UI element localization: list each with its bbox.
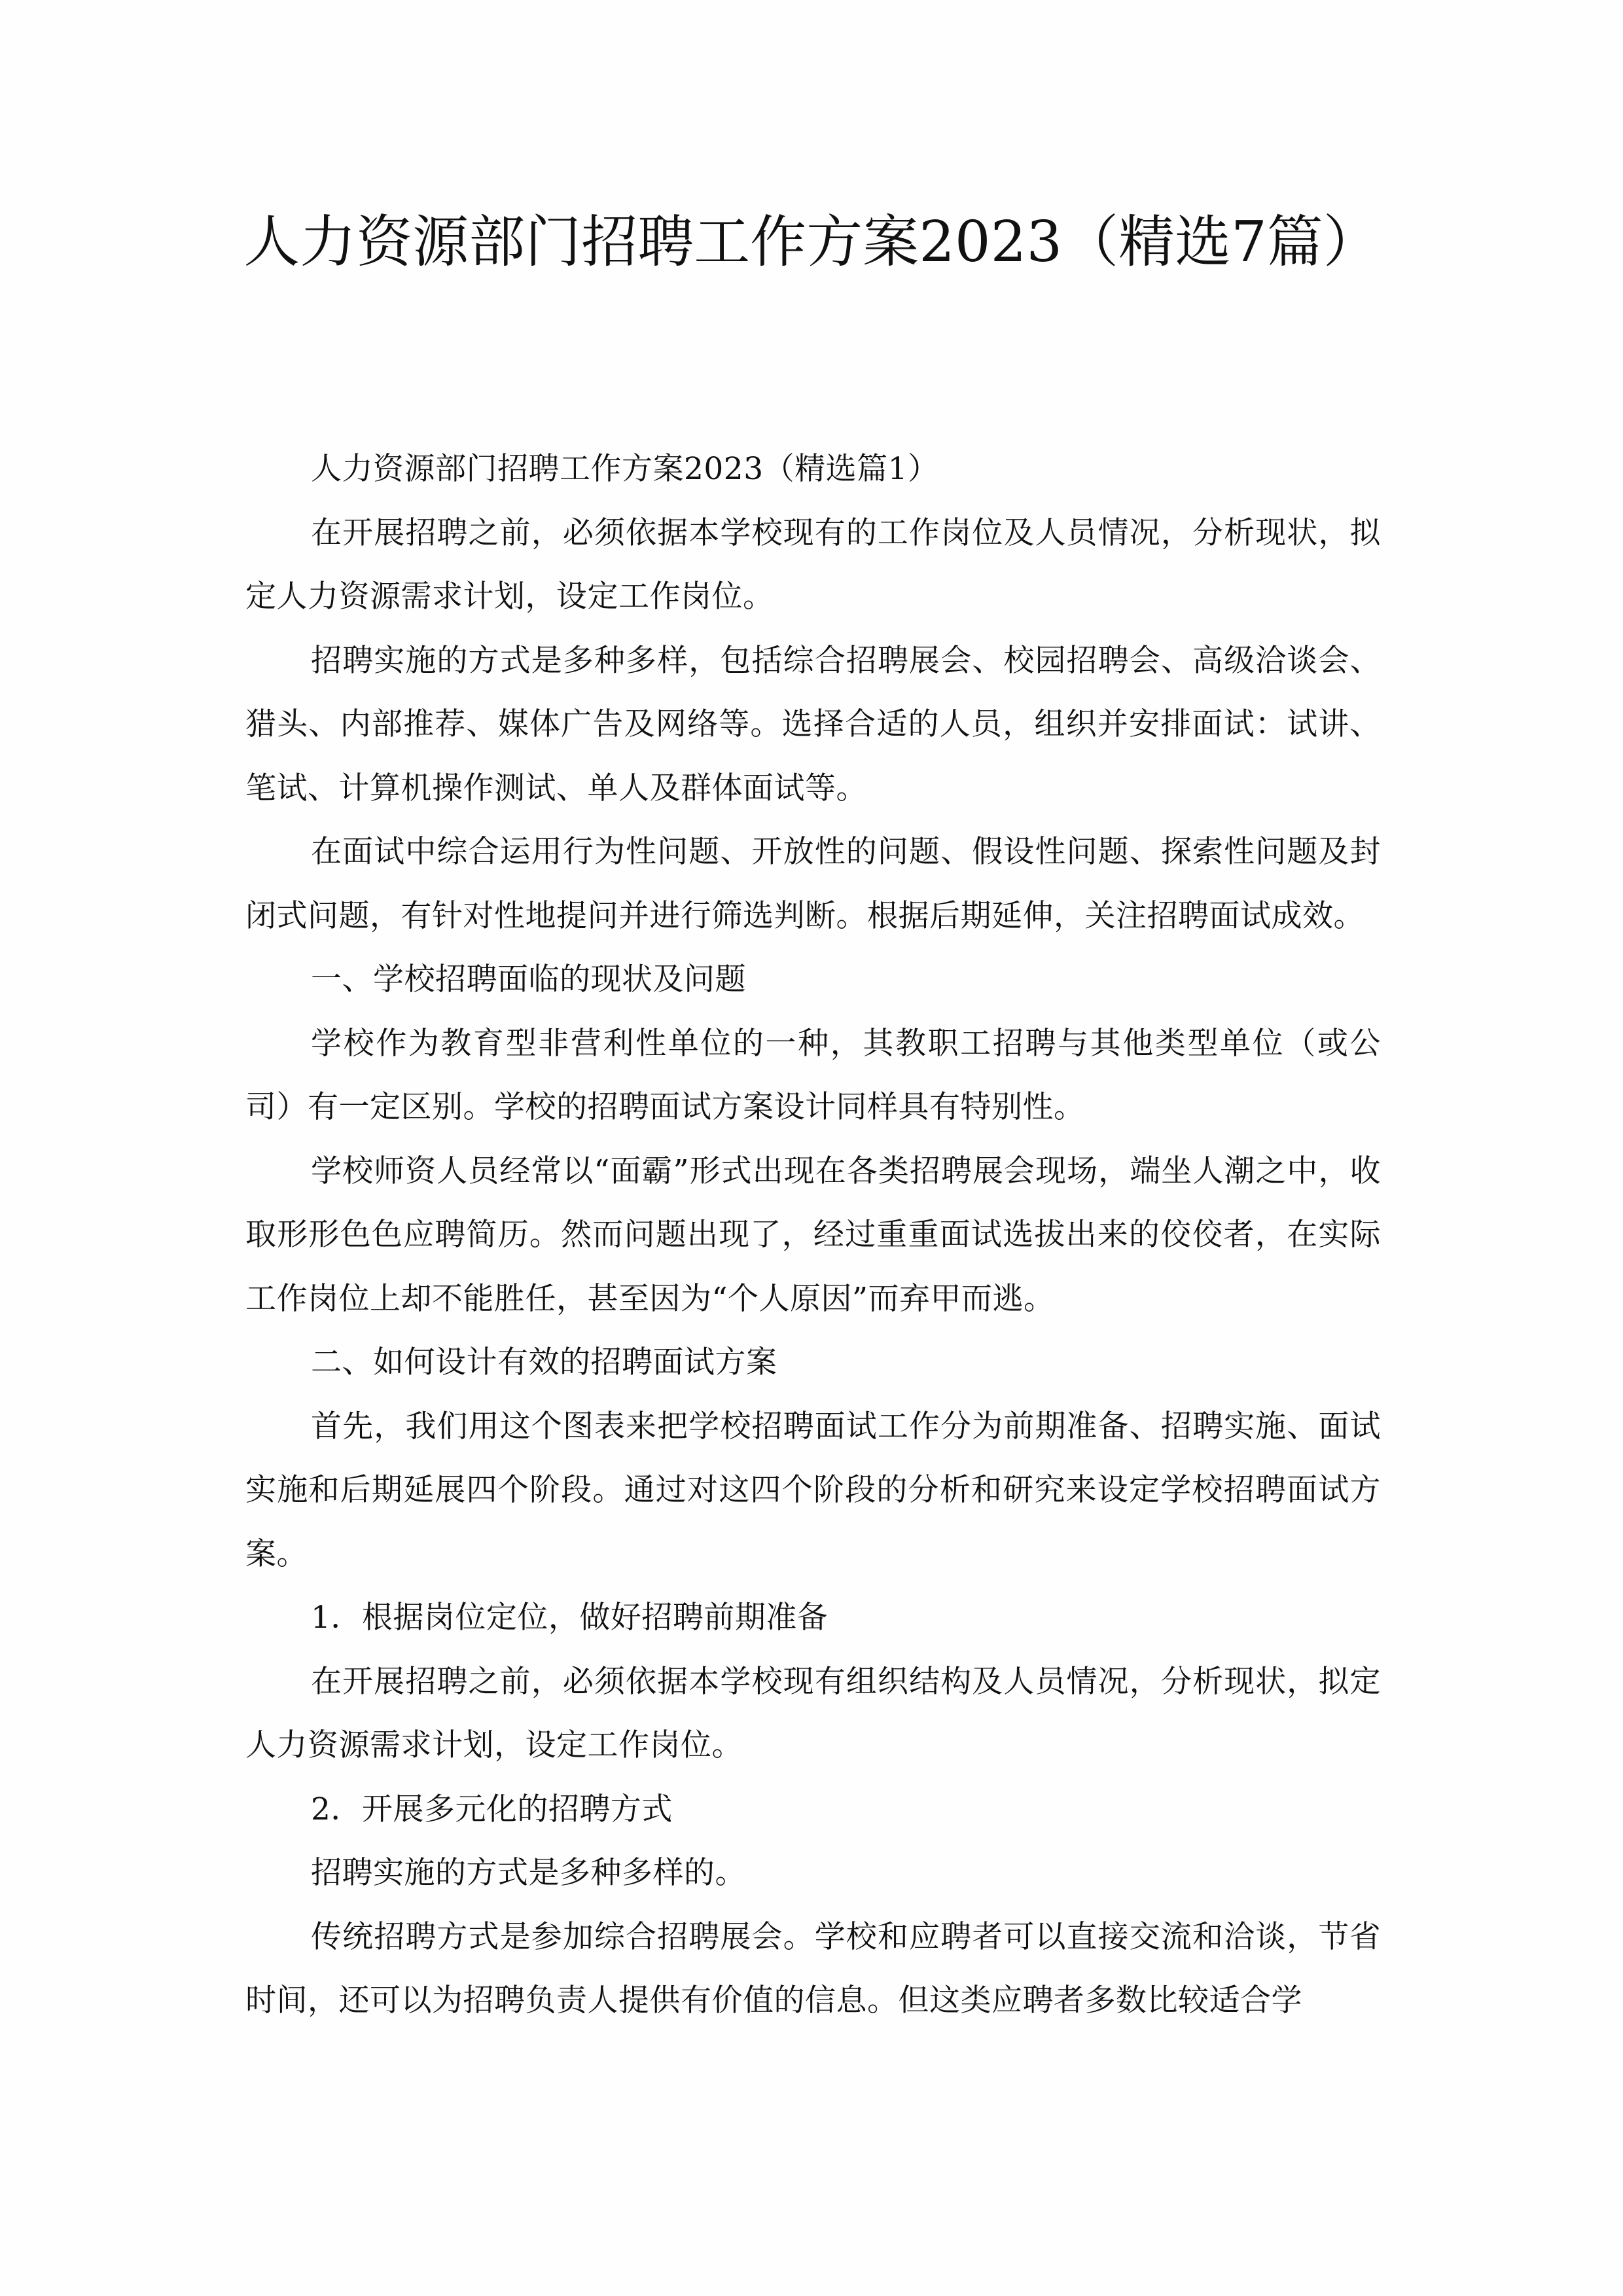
paragraph: 在开展招聘之前，必须依据本学校现有组织结构及人员情况，分析现状，拟定人力资源需求计划，设定工作岗位。 [245, 1663, 1381, 1763]
section-heading-2: 二、如何设计有效的招聘面试方案 [311, 1344, 777, 1380]
paragraph: 在面试中综合运用行为性问题、开放性的问题、假设性问题、探索性问题及封闭式问题，有针对性地提问并进行筛选判断。根据后期延伸，关注招聘面试成效。 [245, 834, 1381, 934]
document-body [245, 437, 1381, 2033]
section-heading-1: 一、学校招聘面临的现状及问题 [311, 961, 746, 997]
paragraph: 招聘实施的方式是多种多样，包括综合招聘展会、校园招聘会、高级洽谈会、猎头、内部推荐、媒体广告及网络等。选择合适的人员，组织并安排面试：试讲、笔试、计算机操作测试、单人及群体面试等。 [245, 642, 1381, 806]
paragraph: 学校作为教育型非营利性单位的一种，其教职工招聘与其他类型单位（或公司）有一定区别。学校的招聘面试方案设计同样具有特别性。 [245, 1025, 1381, 1125]
paragraph: 首先，我们用这个图表来把学校招聘面试工作分为前期准备、招聘实施、面试实施和后期延展四个阶段。通过对这四个阶段的分析和研究来设定学校招聘面试方案。 [245, 1408, 1381, 1572]
paragraph: 招聘实施的方式是多种多样的。 [311, 1855, 746, 1891]
paragraph: 学校师资人员经常以“面霸”形式出现在各类招聘展会现场，端坐人潮之中，收取形形色色应聘简历。然而问题出现了，经过重重面试选拔出来的佼佼者，在实际工作岗位上却不能胜任，甚至因为“个人原因”而弃甲而逃。 [245, 1153, 1381, 1317]
subsection-heading-1: 1．根据岗位定位，做好招聘前期准备 [311, 1600, 829, 1636]
paragraph: 在开展招聘之前，必须依据本学校现有的工作岗位及人员情况，分析现状，拟定人力资源需求计划，设定工作岗位。 [245, 514, 1381, 615]
section-heading-part-1: 人力资源部门招聘工作方案2023（精选篇1） [311, 451, 939, 487]
subsection-heading-2: 2．开展多元化的招聘方式 [311, 1791, 673, 1827]
document-title: 人力资源部门招聘工作方案2023（精选7篇） [243, 209, 1380, 275]
paragraph: 传统招聘方式是参加综合招聘展会。学校和应聘者可以直接交流和洽谈，节省时间，还可以为招聘负责人提供有价值的信息。但这类应聘者多数比较适合学 [245, 1918, 1381, 2018]
